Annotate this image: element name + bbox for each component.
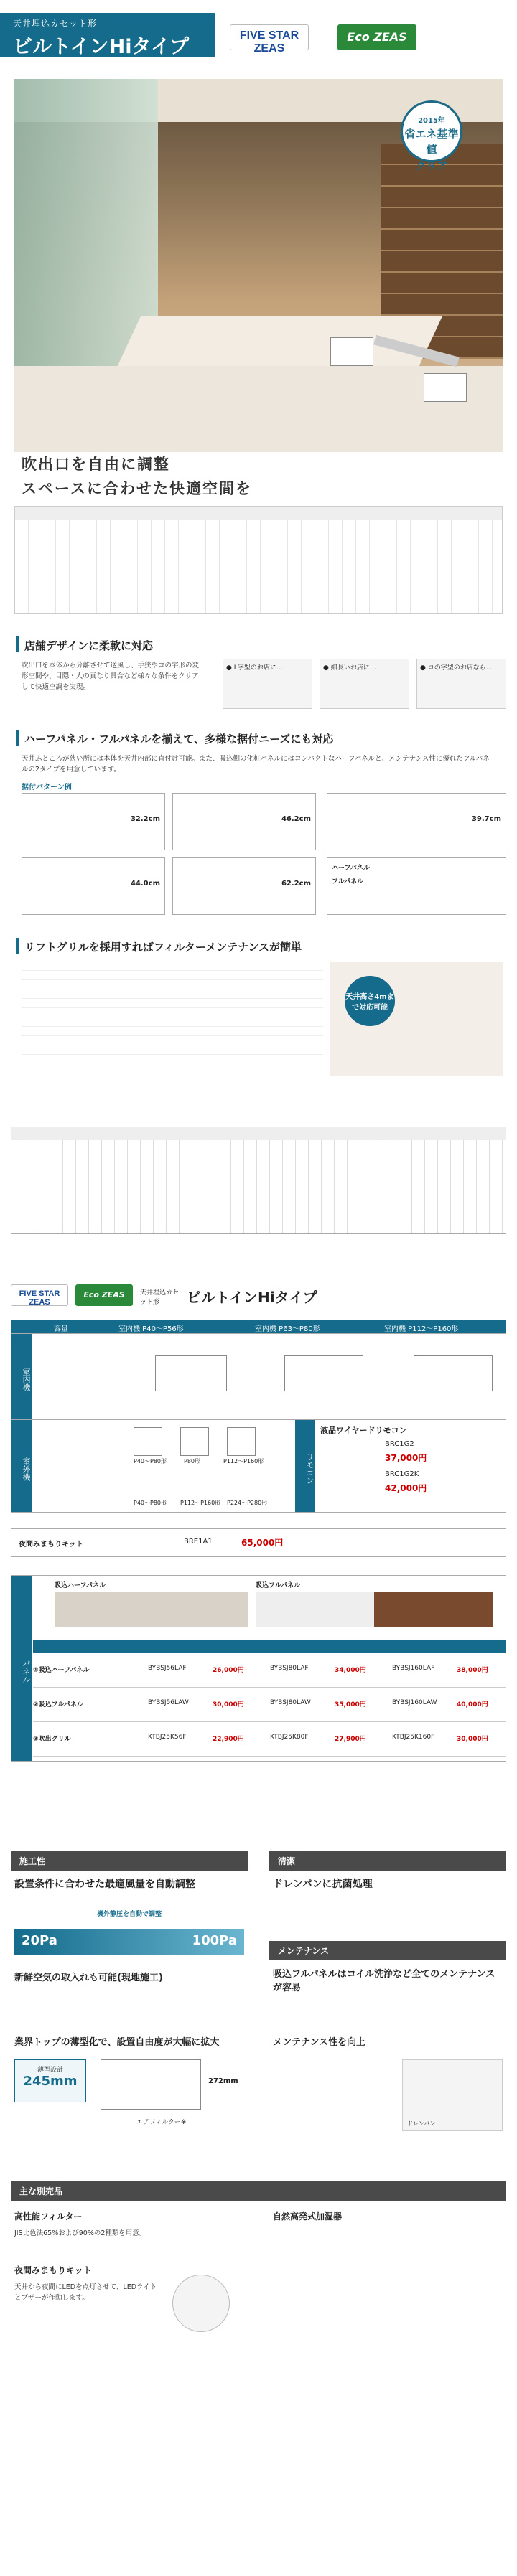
matrix-grid	[15, 520, 502, 613]
feature-matrix	[14, 506, 503, 614]
title-banner	[0, 13, 215, 57]
panel-table-cell: 34,000円	[335, 1667, 366, 1674]
r2-head: メンテナンス	[269, 1941, 506, 1960]
badge-line1: 省エネ基準値	[404, 128, 459, 156]
page-subtitle: 天井埋込カセット形	[13, 19, 98, 29]
panel-legend	[327, 857, 506, 915]
r3-label: ドレンパン	[407, 2120, 436, 2127]
height-note: 天井高さ4mまで対応可能	[345, 976, 395, 1026]
panel-table-cell: 27,900円	[335, 1736, 366, 1743]
r1-title: ドレンパンに抗菌処理	[273, 1879, 373, 1890]
r3-title: メンテナンス性を向上	[273, 2037, 365, 2048]
outlet-unit-icon	[424, 373, 467, 402]
kit-text: 天井から夜間にLEDを点灯させて、LEDライトとブザーが作動します。	[14, 2283, 157, 2302]
f3-value: 245mm	[23, 2074, 78, 2089]
outdoor-model-5: P112〜P160形	[180, 1500, 221, 1506]
indoor-label: 室内機	[11, 1334, 32, 1419]
window-area	[14, 79, 158, 366]
lift-grill-photo	[330, 962, 503, 1076]
opt-right-title: 自然高発式加湿器	[273, 2211, 343, 2222]
opt-left-text: JIS比色法65%および90%の2種類を用意。	[14, 2229, 146, 2237]
wireless-model: BRE1A1	[184, 1538, 213, 1546]
panel-table-header	[33, 1640, 506, 1653]
usage-matrix-header	[11, 1127, 506, 1140]
f1-to: 100Pa	[192, 1933, 237, 1948]
kit-device	[172, 2275, 230, 2332]
badge-line2: クリア	[415, 159, 448, 172]
panel-table-row	[33, 1655, 506, 1688]
install-diagram-5	[327, 793, 506, 850]
f3-title: 業界トップの薄型化で、設置自由度が大幅に拡大	[14, 2037, 220, 2048]
panel-table-cell: KTBJ25K80F	[270, 1734, 309, 1741]
dim-3: 44.0cm	[130, 880, 160, 888]
page-title: ビルトインHiタイプ	[13, 36, 190, 58]
outdoor-model-6: P224〜P280形	[227, 1500, 268, 1506]
section-bar	[16, 730, 19, 746]
spec-brand: ビルトインHiタイプ	[187, 1289, 317, 1306]
f1-from: 20Pa	[22, 1933, 57, 1948]
r2-title: 吸込フルパネルはコイル洗浄など全てのメンテナンスが容易	[273, 1969, 495, 1993]
f3-label: 薄型設計	[37, 2067, 63, 2074]
dim-1: 32.2cm	[130, 815, 160, 823]
indoor-row	[11, 1333, 506, 1419]
panel-table-cell: KTBJ25K56F	[148, 1734, 187, 1741]
panel-table-row	[33, 1689, 506, 1722]
section-panels	[0, 728, 517, 747]
indoor-unit-icon	[330, 337, 373, 366]
five-star-logo: FIVE STAR ZEAS	[230, 24, 309, 50]
option-l-label: ● L字型のお店に…	[226, 664, 283, 672]
f2-title: 新鮮空気の取入れも可能(現地施工)	[14, 1973, 163, 1983]
panel-table-cell: 38,000円	[457, 1667, 488, 1674]
section-store-design	[0, 635, 517, 654]
f1-sub: 機外静圧を自動で調整	[96, 1911, 162, 1918]
outdoor-model-1: P40〜P80形	[134, 1458, 167, 1465]
panel-half-head: 吸込ハーフパネル	[55, 1582, 106, 1589]
f3-dim: 272mm	[208, 2077, 238, 2085]
panel-section	[11, 1575, 506, 1762]
panel-table-cell: BYBSJ160LAW	[392, 1699, 437, 1706]
r3-photo	[402, 2059, 503, 2131]
indoor-unit-large	[414, 1355, 493, 1391]
section-bar	[16, 938, 19, 954]
section-title: 店舗デザインに柔軟に対応	[24, 639, 153, 652]
panel-table-cell: 40,000円	[457, 1701, 488, 1708]
legend-half: ハーフパネル	[332, 865, 370, 872]
dim-4: 62.2cm	[281, 880, 311, 888]
usage-matrix	[11, 1127, 506, 1234]
section1-body: 吹出口を本体から分離させて送風し、手狭やコの字形の変形空間や、目隠・人の真なり具合など様々な条件をクリアして快適空調を実現。	[22, 662, 200, 691]
lift-grill-notes	[22, 962, 323, 1062]
f1-range-bar	[14, 1929, 244, 1955]
install-diagram-4	[172, 857, 316, 915]
duct-illustration	[316, 330, 481, 416]
dim-2: 46.2cm	[281, 815, 311, 823]
indoor-unit-small	[155, 1355, 227, 1391]
panel-table-cell: 30,000円	[457, 1736, 488, 1743]
dim-5: 39.7cm	[471, 815, 501, 823]
outdoor-model-2: P80形	[184, 1458, 201, 1465]
col-large: 室内機 P112〜P160形	[384, 1325, 459, 1333]
panel-table-cell: BYBSJ80LAW	[270, 1699, 311, 1706]
panel-table-row	[33, 1724, 506, 1757]
section-lift-grill	[0, 936, 517, 955]
panel-rows	[33, 1655, 506, 1761]
outdoor-unit-3	[227, 1427, 256, 1456]
outdoor-row	[11, 1419, 506, 1513]
options-head: 主な別売品	[11, 2181, 506, 2201]
f3-filter: エアフィルター※	[136, 2119, 187, 2126]
hero-copy-line2: スペースに合わせた快適空間を	[22, 480, 252, 497]
panel-table-cell: 35,000円	[335, 1701, 366, 1708]
panel-table-cell: BYBSJ160LAF	[392, 1665, 435, 1672]
section-bar	[16, 636, 19, 652]
spec-category: 天井埋込カセット形	[140, 1289, 180, 1306]
legend-full: フルパネル	[332, 878, 364, 885]
section-title: リフトグリルを採用すればフィルターメンテナンスが簡単	[24, 941, 302, 954]
f3-unit-illustration	[101, 2059, 201, 2110]
install-diagram-3	[22, 857, 165, 915]
remote-model2: BRC1G2K	[385, 1470, 419, 1478]
option-u-label: ● コの字型のお店なら…	[420, 664, 493, 672]
remote-price: 37,000円	[385, 1453, 427, 1463]
spec-col-header	[11, 1320, 506, 1333]
kit-title: 夜間みまもりキット	[14, 2265, 92, 2275]
outdoor-model-3: P112〜P160形	[223, 1458, 264, 1465]
col-mid: 室内機 P63〜P80形	[255, 1325, 320, 1333]
remote-price2: 42,000円	[385, 1483, 427, 1493]
panel-table-cell: 22,900円	[213, 1736, 244, 1743]
panel-label: パネル	[11, 1576, 32, 1761]
hero-copy	[22, 452, 252, 501]
matrix-header	[15, 507, 502, 520]
feature-right-head: 清潔	[269, 1851, 506, 1871]
layout-option-u	[416, 659, 506, 709]
outdoor-label: 室外機	[11, 1420, 32, 1512]
layout-option-narrow	[320, 659, 409, 709]
opt-left-title: 高性能フィルター	[14, 2211, 83, 2222]
section-title: ハーフパネル・フルパネルを揃えて、多様な据付ニーズにも対応	[24, 733, 334, 746]
panel-table-cell: ②吸込フルパネル	[33, 1701, 83, 1708]
install-pattern-head: 据付パターン例	[22, 784, 72, 791]
f3-badge	[14, 2059, 86, 2102]
panel-table-cell: BYBSJ80LAF	[270, 1665, 309, 1672]
panel-table-cell: ①吸込ハーフパネル	[33, 1667, 90, 1674]
f1-title: 設置条件に合わせた最適風量を自動調整	[14, 1879, 195, 1890]
panel-table-cell: 26,000円	[213, 1667, 244, 1674]
col-small: 室内機 P40〜P56形	[118, 1325, 184, 1333]
install-diagram-1	[22, 793, 165, 850]
option-narrow-label: ● 細長いお店に…	[323, 664, 376, 672]
half-panel-swatch	[55, 1592, 248, 1627]
wireless-row	[11, 1528, 506, 1557]
spec-header	[11, 1284, 506, 1313]
duct-pipe	[373, 335, 460, 367]
section2-body: 天井ふところが狭い所には本体を天井内部に直付け可能。また、吸込側の化粧パネルにはコンパクトなハーフパネルと、メンテナンス性に優れたフルパネルの2タイプを用意しています。	[22, 755, 490, 774]
wireless-label: 夜間みまもりキット	[19, 1541, 83, 1548]
col-capacity: 容量	[54, 1325, 68, 1333]
spec-eco-logo: Eco ZEAS	[75, 1284, 133, 1306]
panel-table-cell: ③吹出グリル	[33, 1736, 71, 1743]
layout-option-l	[223, 659, 312, 709]
hero-copy-line1: 吹出口を自由に調整	[22, 456, 170, 473]
energy-badge	[401, 100, 462, 172]
outdoor-unit-1	[134, 1427, 162, 1456]
panel-full-head: 吸込フルパネル	[256, 1582, 301, 1589]
remote-title: 液晶ワイヤードリモコン	[320, 1426, 407, 1435]
spec-five-star-logo: FIVE STAR ZEAS	[11, 1284, 68, 1306]
panel-table-cell: 30,000円	[213, 1701, 244, 1708]
panel-table-cell: KTBJ25K160F	[392, 1734, 435, 1741]
install-diagram-2	[172, 793, 316, 850]
badge-year: 2015年	[418, 117, 445, 125]
remote-label: リモコン	[295, 1420, 315, 1512]
panel-table-cell: BYBSJ56LAF	[148, 1665, 187, 1672]
outdoor-model-4: P40〜P80形	[134, 1500, 167, 1506]
wireless-price: 65,000円	[241, 1538, 284, 1548]
indoor-unit-mid	[284, 1355, 363, 1391]
remote-model: BRC1G2	[385, 1440, 414, 1448]
eco-zeas-logo: Eco ZEAS	[337, 24, 416, 50]
panel-table-cell: BYBSJ56LAW	[148, 1699, 189, 1706]
feature-left-head: 施工性	[11, 1851, 248, 1871]
full-panel-swatch	[256, 1592, 493, 1627]
outdoor-unit-2	[180, 1427, 209, 1456]
